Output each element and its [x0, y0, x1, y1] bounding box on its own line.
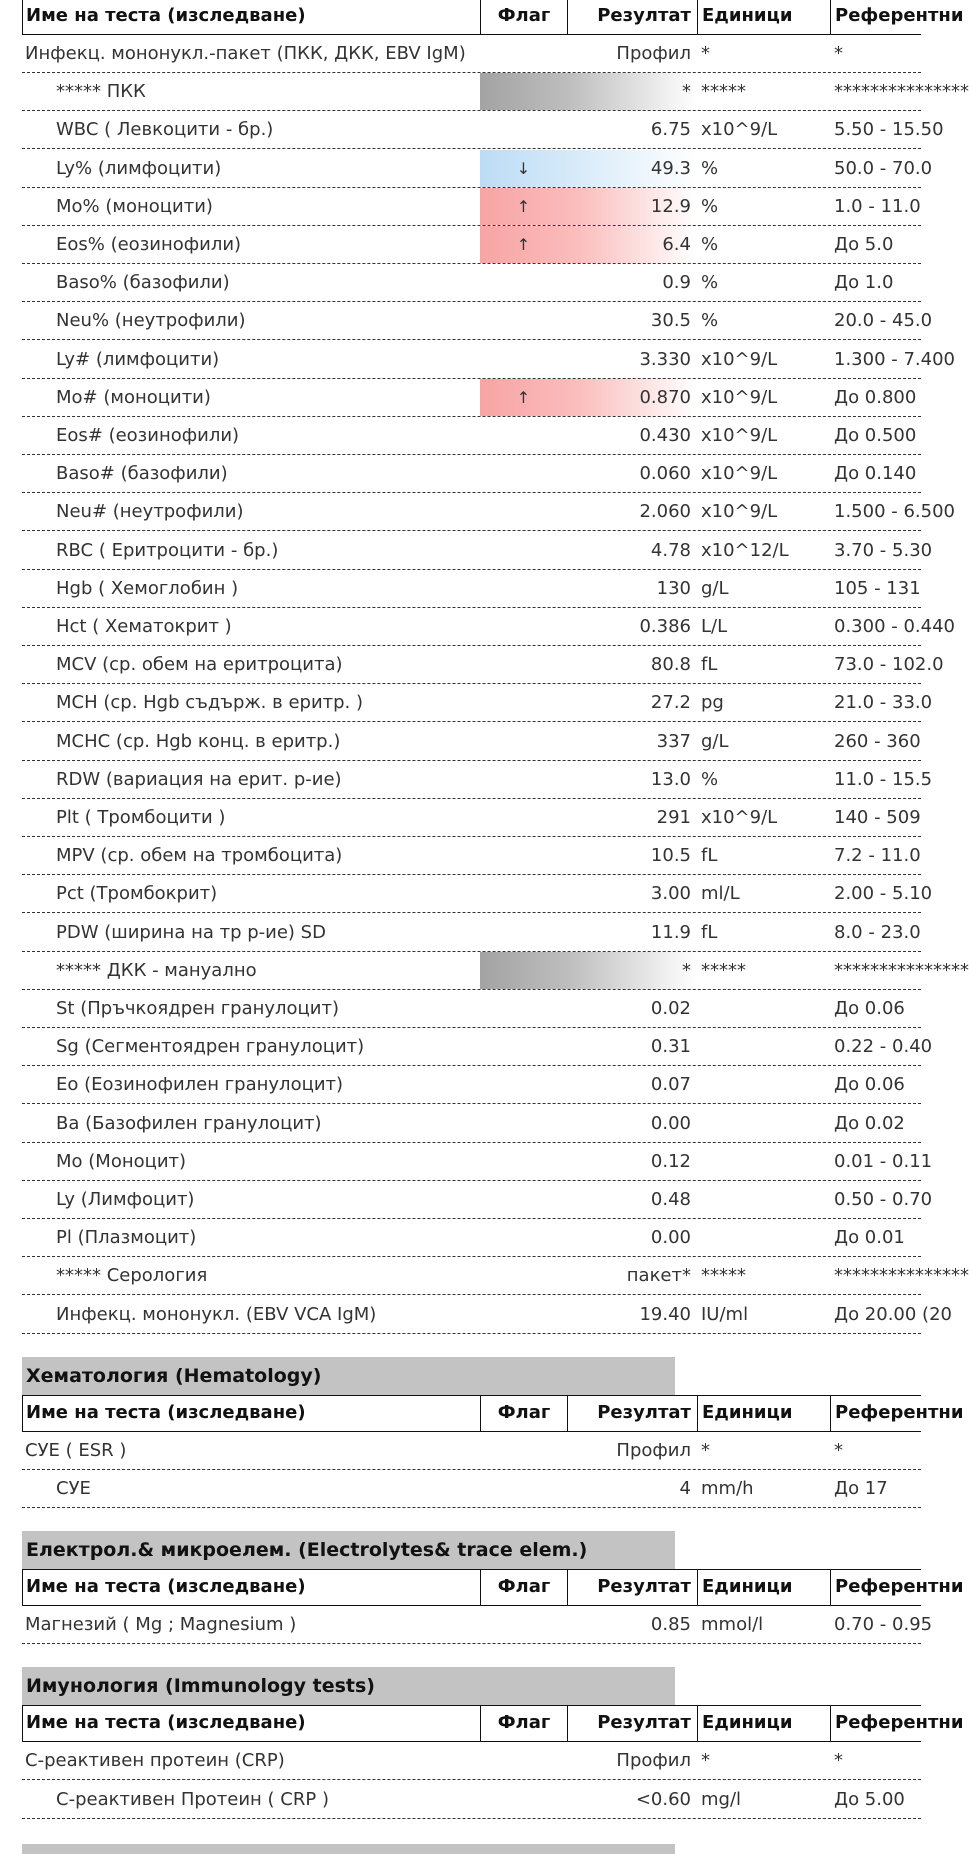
reference-range: 1.300 - 7.400	[834, 348, 955, 370]
test-name: Baso% (базофили)	[56, 272, 230, 294]
test-name: Pl (Плазмоцит)	[56, 1227, 197, 1249]
table-header	[22, 1569, 964, 1606]
result-value: 10.5	[650, 845, 691, 867]
table-row	[22, 341, 955, 379]
units-value: fL	[701, 845, 718, 867]
test-name: PDW (ширина на тр р-ие) SD	[56, 921, 326, 943]
units-value: x10^9/L	[701, 348, 778, 370]
header-flag: Флаг	[481, 1706, 568, 1741]
header-reference: Референтни	[835, 1401, 964, 1423]
result-value: Профил	[616, 1750, 691, 1772]
result-value: 0.85	[650, 1614, 691, 1636]
units-value: g/L	[701, 577, 729, 599]
units-value: x10^12/L	[701, 539, 789, 561]
test-name: MCH (ср. Hgb съдърж. в еритр. )	[56, 692, 364, 714]
units-value: mg/l	[701, 1788, 742, 1810]
table-header	[22, 1705, 964, 1742]
units-value: mm/h	[701, 1478, 754, 1499]
test-name: Mo (Моноцит)	[56, 1150, 187, 1172]
result-value: 6.4	[662, 234, 691, 255]
result-value: 0.02	[650, 998, 691, 1019]
header-name: Име на теста (изследване)	[23, 0, 481, 34]
result-value: <0.60	[635, 1788, 691, 1810]
table-row	[22, 532, 933, 570]
table-row	[22, 723, 921, 761]
units-value: x10^9/L	[701, 463, 778, 485]
test-name: RDW (вариация на ерит. р-ие)	[56, 768, 342, 790]
table-row	[22, 799, 921, 837]
units-value: %	[701, 234, 719, 255]
test-name: Инфекц. мононукл. (EBV VCA IgM)	[56, 1303, 377, 1325]
reference-range: До 5.0	[834, 234, 894, 255]
reference-range: До 0.06	[834, 998, 905, 1019]
test-name: Eo (Еозинофилен гранулоцит)	[56, 1074, 344, 1096]
test-name: Eos% (еозинофили)	[56, 234, 242, 255]
result-value: 0.48	[650, 1189, 691, 1210]
result-value: 80.8	[650, 654, 691, 676]
table-row	[22, 952, 969, 990]
section-title: Електрол.& микроелем. (Electrolytes& trace elem.)	[22, 1531, 675, 1569]
units-value: %	[701, 310, 719, 332]
table-row	[22, 608, 955, 646]
test-name: St (Пръчкоядрен гранулоцит)	[56, 998, 339, 1019]
reference-range: *	[834, 1439, 843, 1461]
reference-range: До 17	[834, 1478, 888, 1499]
reference-range: До 5.00	[834, 1788, 905, 1810]
test-name: Neu# (неутрофили)	[56, 501, 244, 523]
table-row	[22, 1219, 921, 1257]
test-name: Ly% (лимфоцити)	[56, 157, 222, 179]
table-header	[22, 0, 964, 35]
test-name: RBC ( Еритроцити - бр.)	[56, 539, 279, 561]
reference-range: До 20.00 (20	[834, 1303, 952, 1325]
result-value: 0.9	[662, 272, 691, 294]
table-row	[22, 111, 944, 149]
test-name: WBC ( Левкоцити - бр.)	[56, 119, 274, 141]
reference-range: 0.70 - 0.95	[834, 1614, 933, 1636]
result-value: 337	[656, 730, 691, 752]
table-row	[22, 1257, 969, 1295]
table-row	[22, 1781, 921, 1819]
header-name: Име на теста (изследване)	[23, 1706, 481, 1741]
test-name: ***** ПКК	[56, 81, 146, 103]
next-section-bar	[22, 1844, 675, 1854]
test-name: Ly (Лимфоцит)	[56, 1189, 195, 1210]
units-value: mmol/l	[701, 1614, 764, 1636]
header-units: Единици	[698, 1570, 831, 1605]
units-value: *	[701, 1750, 710, 1772]
test-name: MCHC (ср. Hgb конц. в еритр.)	[56, 730, 341, 752]
units-value: %	[701, 195, 719, 217]
test-name: Pct (Тромбокрит)	[56, 883, 218, 905]
header-units: Единици	[698, 1706, 831, 1741]
test-name: C-реактивен протеин (CRP)	[25, 1750, 285, 1772]
header-name: Име на теста (изследване)	[23, 1570, 481, 1605]
reference-range: До 0.800	[834, 386, 917, 408]
table-row	[22, 1028, 933, 1066]
test-name: Инфекц. мононукл.-пакет (ПКК, ДКК, EBV IgM)	[25, 43, 466, 64]
test-name: Plt ( Тромбоцити )	[56, 807, 226, 828]
units-value: x10^9/L	[701, 501, 778, 523]
result-value: 291	[656, 807, 691, 828]
units-value: *****	[701, 1265, 746, 1287]
reference-range: ***************	[834, 959, 969, 981]
test-name: C-реактивен Протеин ( CRP )	[56, 1788, 329, 1810]
reference-range: 7.2 - 11.0	[834, 845, 921, 867]
reference-range: До 0.06	[834, 1074, 905, 1096]
result-value: 130	[656, 577, 691, 599]
result-value: 0.060	[639, 463, 691, 485]
units-value	[697, 1105, 830, 1142]
result-value: 12.9	[650, 195, 691, 217]
reference-range: 3.70 - 5.30	[834, 539, 933, 561]
reference-range: До 0.500	[834, 425, 917, 446]
reference-range: До 0.140	[834, 463, 917, 485]
table-row	[22, 1470, 921, 1508]
test-name: Hgb ( Хемоглобин )	[56, 577, 239, 599]
units-value: %	[701, 768, 719, 790]
table-row	[22, 684, 933, 722]
units-value: *****	[701, 81, 746, 103]
units-value	[697, 1028, 830, 1065]
units-value: ml/L	[701, 883, 740, 905]
test-name: СУЕ ( ESR )	[25, 1439, 127, 1461]
test-name: СУЕ	[56, 1478, 91, 1499]
test-name: Neu% (неутрофили)	[56, 310, 246, 332]
header-reference: Референтни	[835, 1712, 964, 1734]
reference-range: 8.0 - 23.0	[834, 921, 921, 943]
test-name: Mo# (моноцити)	[56, 386, 211, 408]
table-row	[22, 875, 933, 913]
table-row	[22, 379, 921, 417]
reference-range: 0.50 - 0.70	[834, 1189, 933, 1210]
table-row	[22, 646, 944, 684]
result-value: 13.0	[650, 768, 691, 790]
units-value: x10^9/L	[701, 425, 778, 446]
table-row	[22, 1066, 921, 1104]
table-row	[22, 1105, 921, 1143]
result-value: пакет*	[626, 1265, 691, 1287]
table-row	[22, 914, 921, 952]
header-result: Резултат	[568, 1570, 698, 1605]
table-row	[22, 990, 921, 1028]
units-value: %	[701, 157, 719, 179]
result-value: 0.12	[650, 1150, 691, 1172]
header-name: Име на теста (изследване)	[23, 1396, 481, 1431]
reference-range: 1.0 - 11.0	[834, 195, 921, 217]
test-name: Магнезий ( Mg ; Magnesium )	[25, 1614, 297, 1636]
reference-range: 11.0 - 15.5	[834, 768, 933, 790]
reference-range: 0.300 - 0.440	[834, 616, 955, 637]
header-reference: Референтни	[835, 1576, 964, 1598]
result-value: 0.386	[639, 616, 691, 637]
reference-range: 2.00 - 5.10	[834, 883, 933, 905]
units-value	[697, 1066, 830, 1103]
units-value: pg	[701, 692, 724, 714]
table-row	[22, 1296, 952, 1334]
reference-range: 0.22 - 0.40	[834, 1036, 933, 1058]
reference-range: 0.01 - 0.11	[834, 1150, 933, 1172]
table-row	[22, 73, 969, 111]
result-value: 3.00	[650, 883, 691, 905]
reference-range: *	[834, 1750, 843, 1772]
units-value: fL	[701, 921, 718, 943]
test-name: Ba (Базофилен гранулоцит)	[56, 1112, 322, 1134]
units-value: L/L	[701, 616, 728, 637]
reference-range: ***************	[834, 1265, 969, 1287]
units-value: x10^9/L	[701, 807, 778, 828]
units-value: IU/ml	[701, 1303, 749, 1325]
reference-range: До 0.02	[834, 1112, 905, 1134]
units-value	[697, 1143, 830, 1180]
table-row	[22, 570, 921, 608]
test-name: MPV (ср. обем на тромбоцита)	[56, 845, 343, 867]
units-value	[697, 1219, 830, 1256]
test-name: Sg (Сегментоядрен гранулоцит)	[56, 1036, 365, 1058]
result-value: 4.78	[650, 539, 691, 561]
table-row	[22, 837, 921, 875]
header-flag: Флаг	[481, 1396, 568, 1431]
reference-range: 140 - 509	[834, 807, 921, 828]
result-value: 30.5	[650, 310, 691, 332]
header-units: Единици	[698, 0, 831, 34]
table-row	[22, 226, 921, 264]
flag-up-arrow-icon: ↑	[516, 387, 531, 407]
flag-down-arrow-icon: ↓	[516, 158, 531, 178]
header-result: Резултат	[568, 1396, 698, 1431]
reference-range: 73.0 - 102.0	[834, 654, 944, 676]
reference-range: До 1.0	[834, 272, 894, 294]
result-value: 0.00	[650, 1112, 691, 1134]
result-value: 19.40	[639, 1303, 691, 1325]
result-value: 6.75	[650, 119, 691, 141]
reference-range: ***************	[834, 81, 969, 103]
units-value: *****	[701, 959, 746, 981]
table-row	[22, 455, 921, 493]
section-title: Имунология (Immunology tests)	[22, 1667, 675, 1705]
result-value: 0.31	[650, 1036, 691, 1058]
reference-range: 260 - 360	[834, 730, 921, 752]
flag-up-arrow-icon: ↑	[516, 196, 531, 216]
flag-up-arrow-icon: ↑	[516, 235, 531, 254]
table-row	[22, 1432, 921, 1470]
reference-range: До 0.01	[834, 1227, 905, 1249]
result-value: *	[682, 81, 691, 103]
result-value: 11.9	[650, 921, 691, 943]
result-value: 0.430	[639, 425, 691, 446]
units-value: *	[701, 43, 710, 64]
units-value	[697, 990, 830, 1027]
header-reference: Референтни	[835, 5, 964, 26]
table-row	[22, 150, 933, 188]
units-value: fL	[701, 654, 718, 676]
result-value: *	[682, 959, 691, 981]
table-row	[22, 1143, 933, 1181]
result-value: 0.870	[639, 386, 691, 408]
units-value	[697, 1181, 830, 1218]
header-result: Резултат	[568, 0, 698, 34]
units-value: %	[701, 272, 719, 294]
table-row	[22, 1181, 933, 1219]
units-value: x10^9/L	[701, 119, 778, 141]
test-name: ***** Серология	[56, 1265, 208, 1287]
result-value: Профил	[616, 43, 691, 64]
table-row	[22, 264, 921, 302]
header-units: Единици	[698, 1396, 831, 1431]
result-value: 4	[679, 1478, 691, 1499]
table-row	[22, 1606, 933, 1644]
test-name: Baso# (базофили)	[56, 463, 228, 485]
reference-range: 5.50 - 15.50	[834, 119, 944, 141]
test-name: Mo% (моноцити)	[56, 195, 213, 217]
units-value: x10^9/L	[701, 386, 778, 408]
result-value: Профил	[616, 1439, 691, 1461]
table-row	[22, 1742, 921, 1780]
test-name: Hct ( Хематокрит )	[56, 616, 232, 637]
header-flag: Флаг	[481, 1570, 568, 1605]
result-value: 27.2	[650, 692, 691, 714]
table-row	[22, 417, 921, 455]
table-row	[22, 761, 933, 799]
result-value: 3.330	[639, 348, 691, 370]
table-row	[22, 302, 933, 340]
result-value: 0.00	[650, 1227, 691, 1249]
units-value: *	[701, 1439, 710, 1461]
result-value: 0.07	[650, 1074, 691, 1096]
header-result: Резултат	[568, 1706, 698, 1741]
test-name: MCV (ср. обем на еритроцита)	[56, 654, 343, 676]
test-name: Ly# (лимфоцити)	[56, 348, 220, 370]
table-row	[22, 493, 955, 531]
reference-range: 105 - 131	[834, 577, 921, 599]
reference-range: 20.0 - 45.0	[834, 310, 933, 332]
test-name: Eos# (еозинофили)	[56, 425, 240, 446]
reference-range: *	[834, 43, 843, 64]
table-row	[22, 35, 921, 73]
reference-range: 1.500 - 6.500	[834, 501, 955, 523]
test-name: ***** ДКК - мануално	[56, 959, 257, 981]
reference-range: 21.0 - 33.0	[834, 692, 933, 714]
result-value: 49.3	[650, 157, 691, 179]
reference-range: 50.0 - 70.0	[834, 157, 933, 179]
units-value: g/L	[701, 730, 729, 752]
section-title: Хематология (Hematology)	[22, 1357, 675, 1395]
result-value: 2.060	[639, 501, 691, 523]
header-flag: Флаг	[481, 0, 568, 34]
table-row	[22, 188, 921, 226]
table-header	[22, 1395, 964, 1432]
